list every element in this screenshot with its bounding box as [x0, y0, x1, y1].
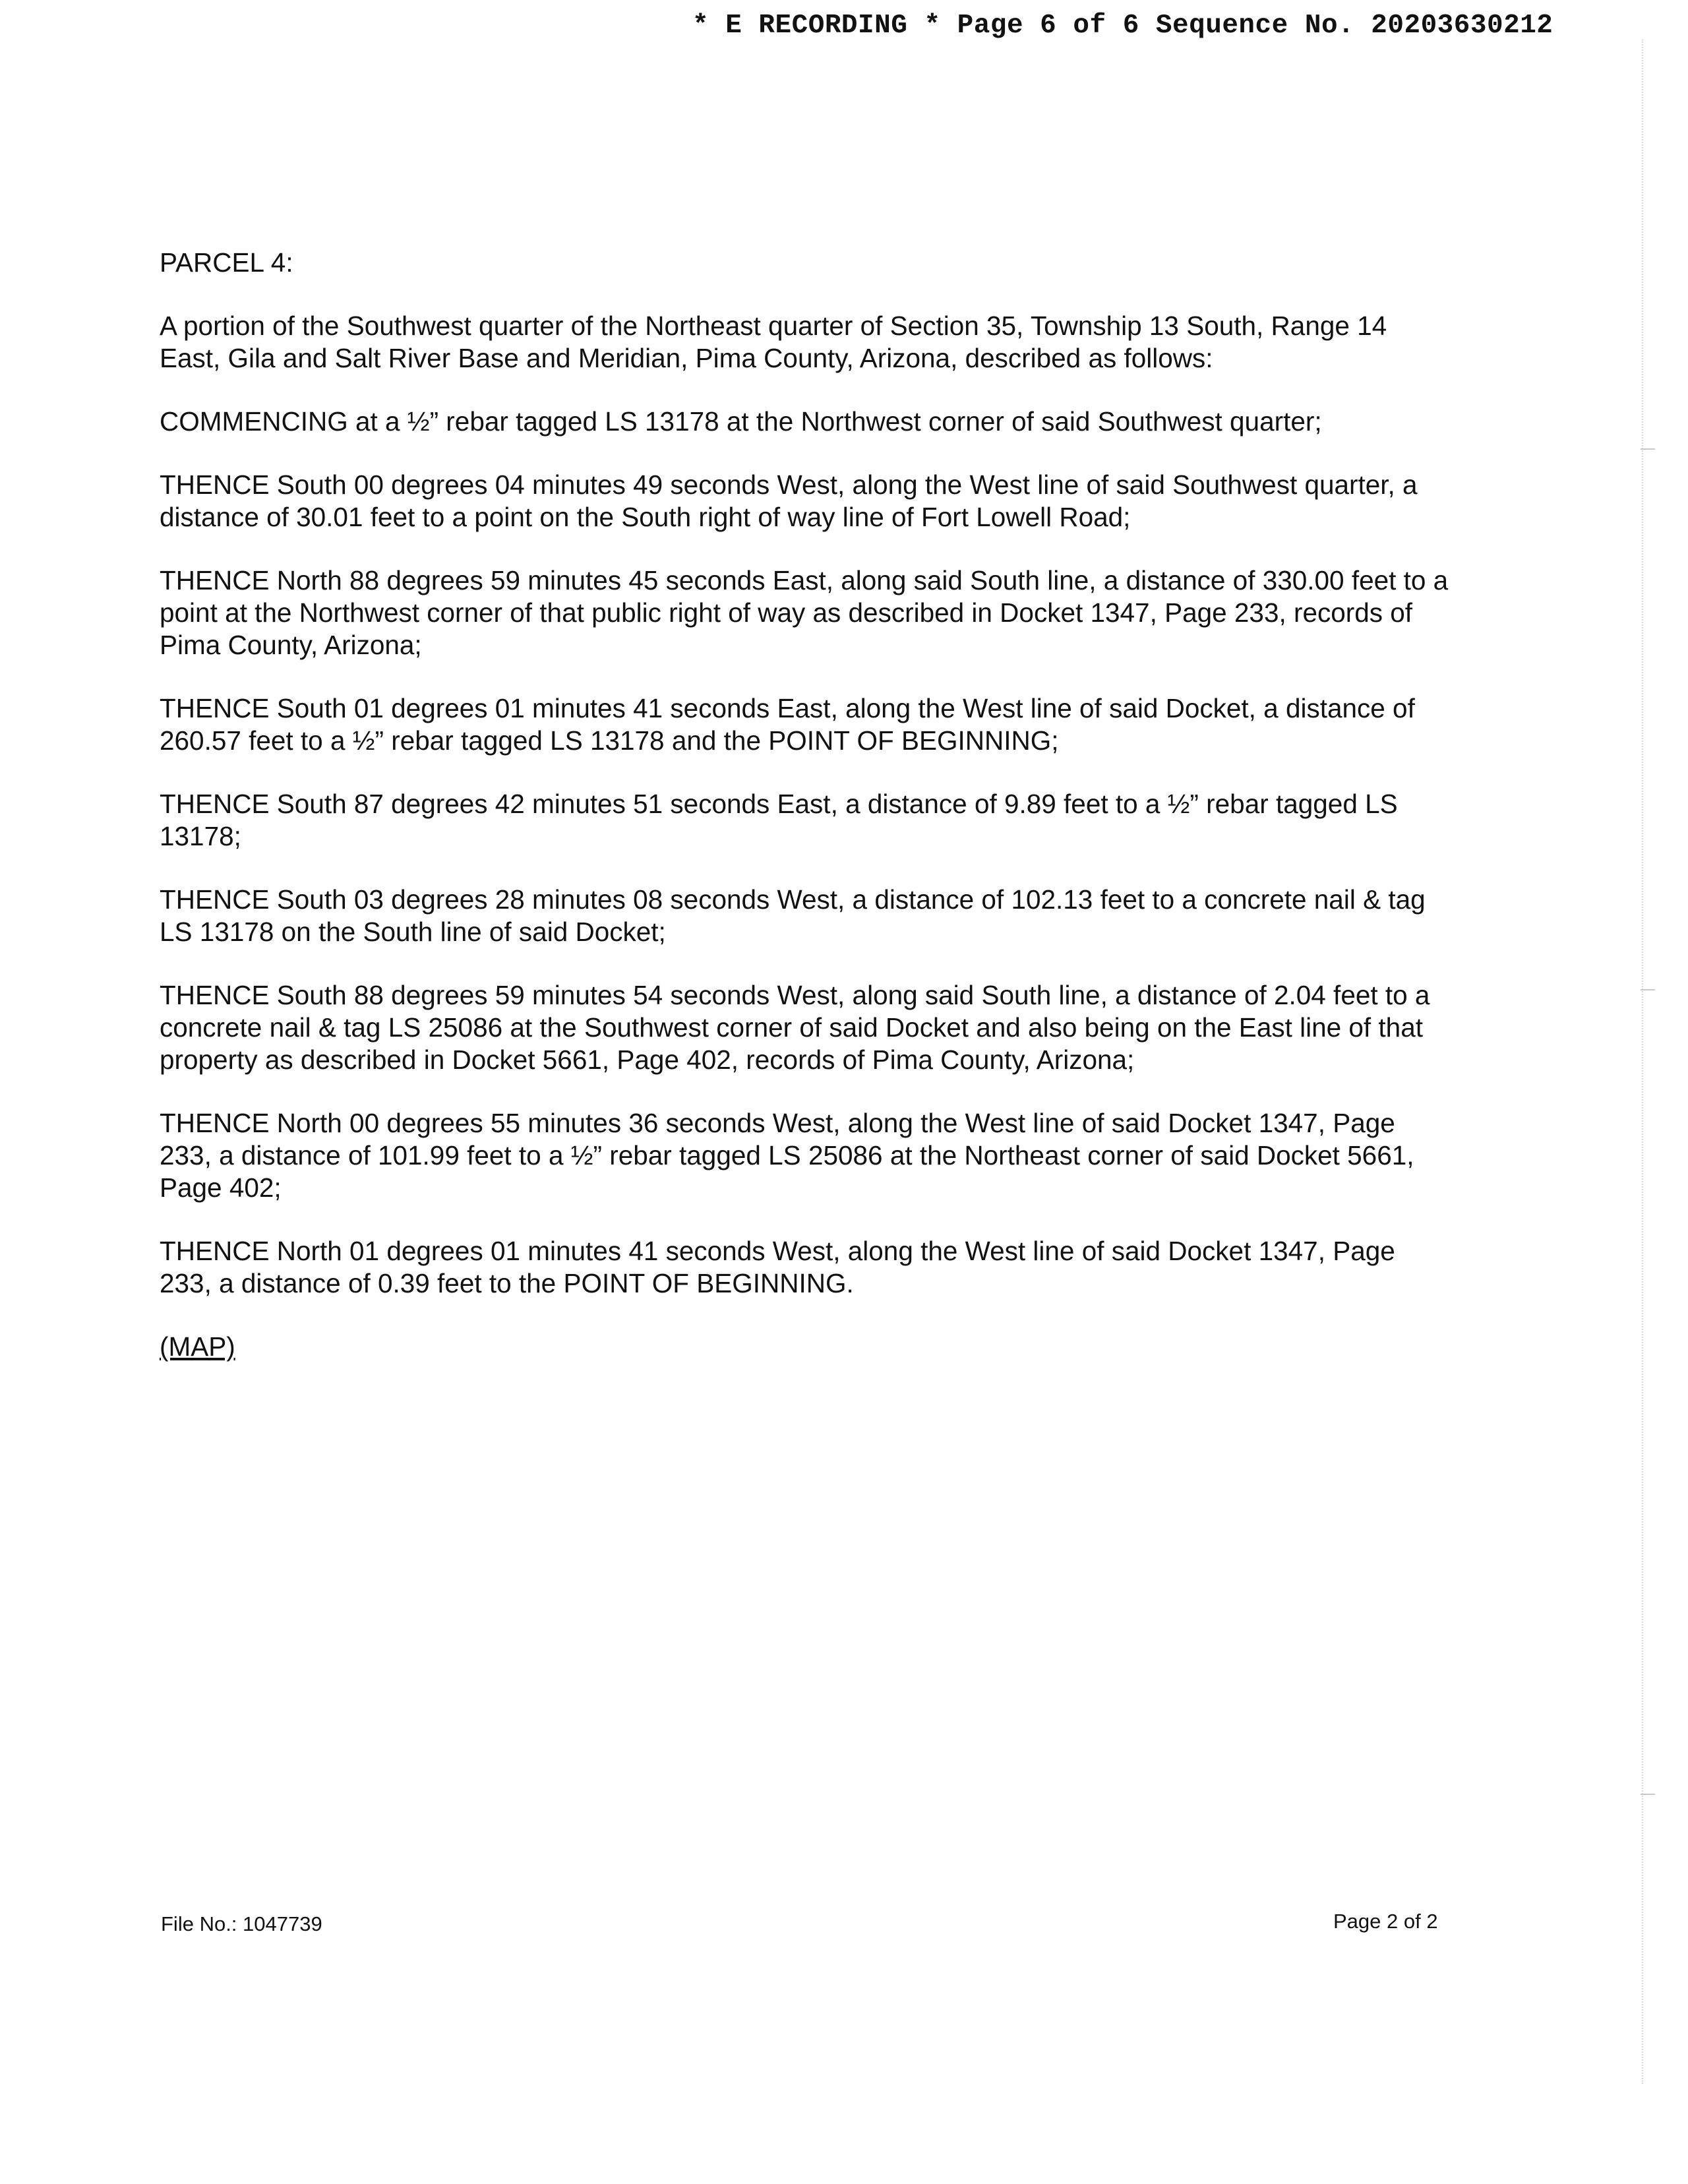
page-number: Page 2 of 2 — [1333, 1910, 1438, 1933]
paragraph-course-4: THENCE South 87 degrees 42 minutes 51 seconds East, a distance of 9.89 feet to a ½” rebar tagged LS 13178; — [160, 789, 1398, 851]
paragraph-course-2: THENCE North 88 degrees 59 minutes 45 seconds East, along said South line, a distance of 330.00 feet to a point at the Northwest corner of that public right of way as described in Docket 1347, Page 233, records of Pima County, Arizona; — [160, 565, 1449, 660]
paragraph-course-8: THENCE North 01 degrees 01 minutes 41 seconds West, along the West line of said Docket 1347, Page 233, a distance of 0.39 feet to the POINT OF BEGINNING. — [160, 1236, 1395, 1298]
paragraph-course-1: THENCE South 00 degrees 04 minutes 49 seconds West, along the West line of said Southwest quarter, a distance of 30.01 feet to a point on the South right of way line of Fort Lowell Road; — [160, 470, 1418, 532]
scan-mark — [1641, 1794, 1655, 1795]
paragraph-course-6: THENCE South 88 degrees 59 minutes 54 seconds West, along said South line, a distance of 2.04 feet to a concrete nail & tag LS 25086 at the Southwest corner of said Docket and also being on the East line of that property as described in Docket 5661, Page 402, records of Pima County, Arizona; — [160, 980, 1430, 1075]
parcel-title: PARCEL 4: — [160, 247, 293, 278]
file-number: File No.: 1047739 — [161, 1912, 322, 1935]
scan-edge-artifact — [1642, 40, 1651, 2084]
paragraph-description: A portion of the Southwest quarter of the Northeast quarter of Section 35, Township 13 South, Range 14 East, Gila and Salt River Base and Meridian, Pima County, Arizona, described as follows: — [160, 311, 1387, 373]
scan-mark — [1641, 448, 1655, 450]
map-link[interactable]: (MAP) — [160, 1331, 235, 1362]
paragraph-course-7: THENCE North 00 degrees 55 minutes 36 seconds West, along the West line of said Docket 1347, Page 233, a distance of 101.99 feet to a ½” rebar tagged LS 25086 at the Northeast corner of said Docket 5661, Page 402; — [160, 1108, 1414, 1203]
paragraph-course-5: THENCE South 03 degrees 28 minutes 08 seconds West, a distance of 102.13 feet to a concrete nail & tag LS 13178 on the South line of said Docket; — [160, 884, 1426, 947]
scan-mark — [1641, 989, 1655, 990]
paragraph-commencing: COMMENCING at a ½” rebar tagged LS 13178 at the Northwest corner of said Southwest quarter; — [160, 406, 1322, 437]
recording-header: * E RECORDING * Page 6 of 6 Sequence No. 20203630212 — [692, 11, 1553, 41]
paragraph-course-3: THENCE South 01 degrees 01 minutes 41 seconds East, along the West line of said Docket, a distance of 260.57 feet to a ½” rebar tagged LS 13178 and the POINT OF BEGINNING; — [160, 693, 1415, 756]
legal-description — [160, 247, 1452, 1394]
